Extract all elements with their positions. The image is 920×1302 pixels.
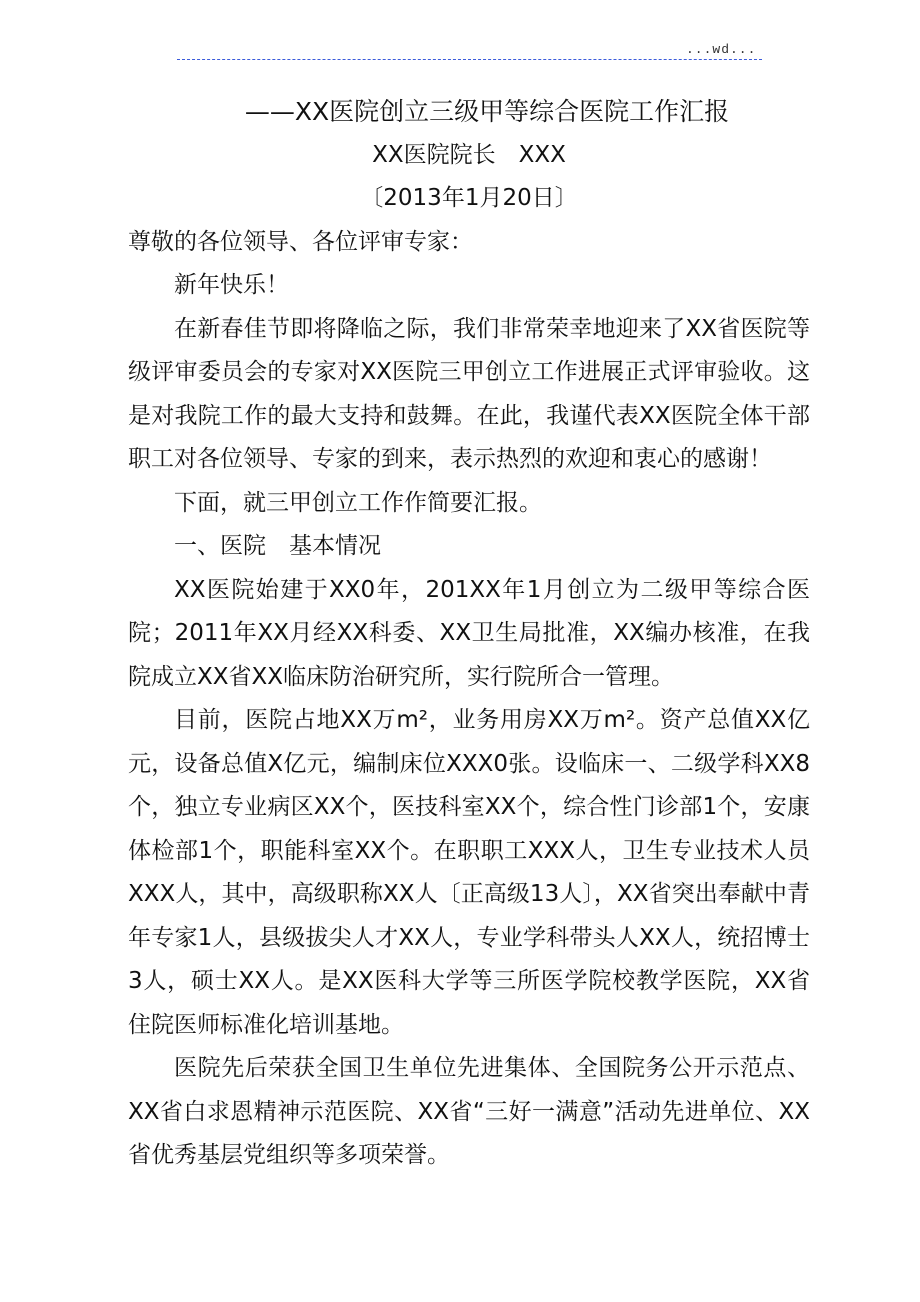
section-heading: 一、医院 基本情况: [174, 533, 381, 559]
document-body: [128, 90, 810, 1178]
header-mark: ...wd...: [686, 42, 757, 57]
paragraph-history: XX医院始建于XX0年，201XX年1月创立为二级甲等综合医院；2011年XX月经XX科委、XX卫生局批准，XX编办核准，在我院成立XX省XX临床防治研究所，实行院所合一管理。: [128, 576, 810, 690]
header-divider: [177, 59, 762, 60]
greeting: 尊敬的各位领导、各位评审专家：: [128, 228, 473, 255]
new-year-wish: 新年快乐！: [174, 272, 289, 298]
paragraph-report-lead: 下面，就三甲创立工作作简要汇报。: [174, 489, 542, 516]
paragraph-current-status: 目前，医院占地XX万m²，业务用房XX万m²。资产总值XX亿元，设备总值X亿元，编制床位XXX0张。设临床一、二级学科XX8个，独立专业病区XX个，医技科室XX个，综合性门诊部1个，安康体检部1个，职能科室XX个。在职职工XXX人，卫生专业技术人员XXX人，其中，高级职称XX人〔正高级13人〕，XX省突出奉献中青年专家1人，县级拔尖人才XX人，专业学科带头人XX人，统招博士3人，硕士XX人。是XX医科大学等三所医学院校教学医院，XX省住院医师标准化培训基地。: [128, 707, 810, 1038]
document-title: ——XX医院创立三级甲等综合医院工作汇报: [244, 97, 730, 126]
paragraph-intro: 在新春佳节即将降临之际，我们非常荣幸地迎来了XX省医院等级评审委员会的专家对XX医院三甲创立工作进展正式评审验收。这是对我院工作的最大支持和鼓舞。在此，我谨代表XX医院全体干部职工对各位领导、专家的到来，表示热烈的欢迎和衷心的感谢！: [128, 315, 810, 472]
document-author: XX医院院长 XXX: [372, 141, 566, 168]
document-date: 〔2013年1月20日〕: [360, 185, 578, 211]
paragraph-honors: 医院先后荣获全国卫生单位先进集体、全国院务公开示范点、XX省白求恩精神示范医院、XX省“三好一满意”活动先进单位、XX省优秀基层党组织等多项荣誉。: [128, 1055, 810, 1168]
